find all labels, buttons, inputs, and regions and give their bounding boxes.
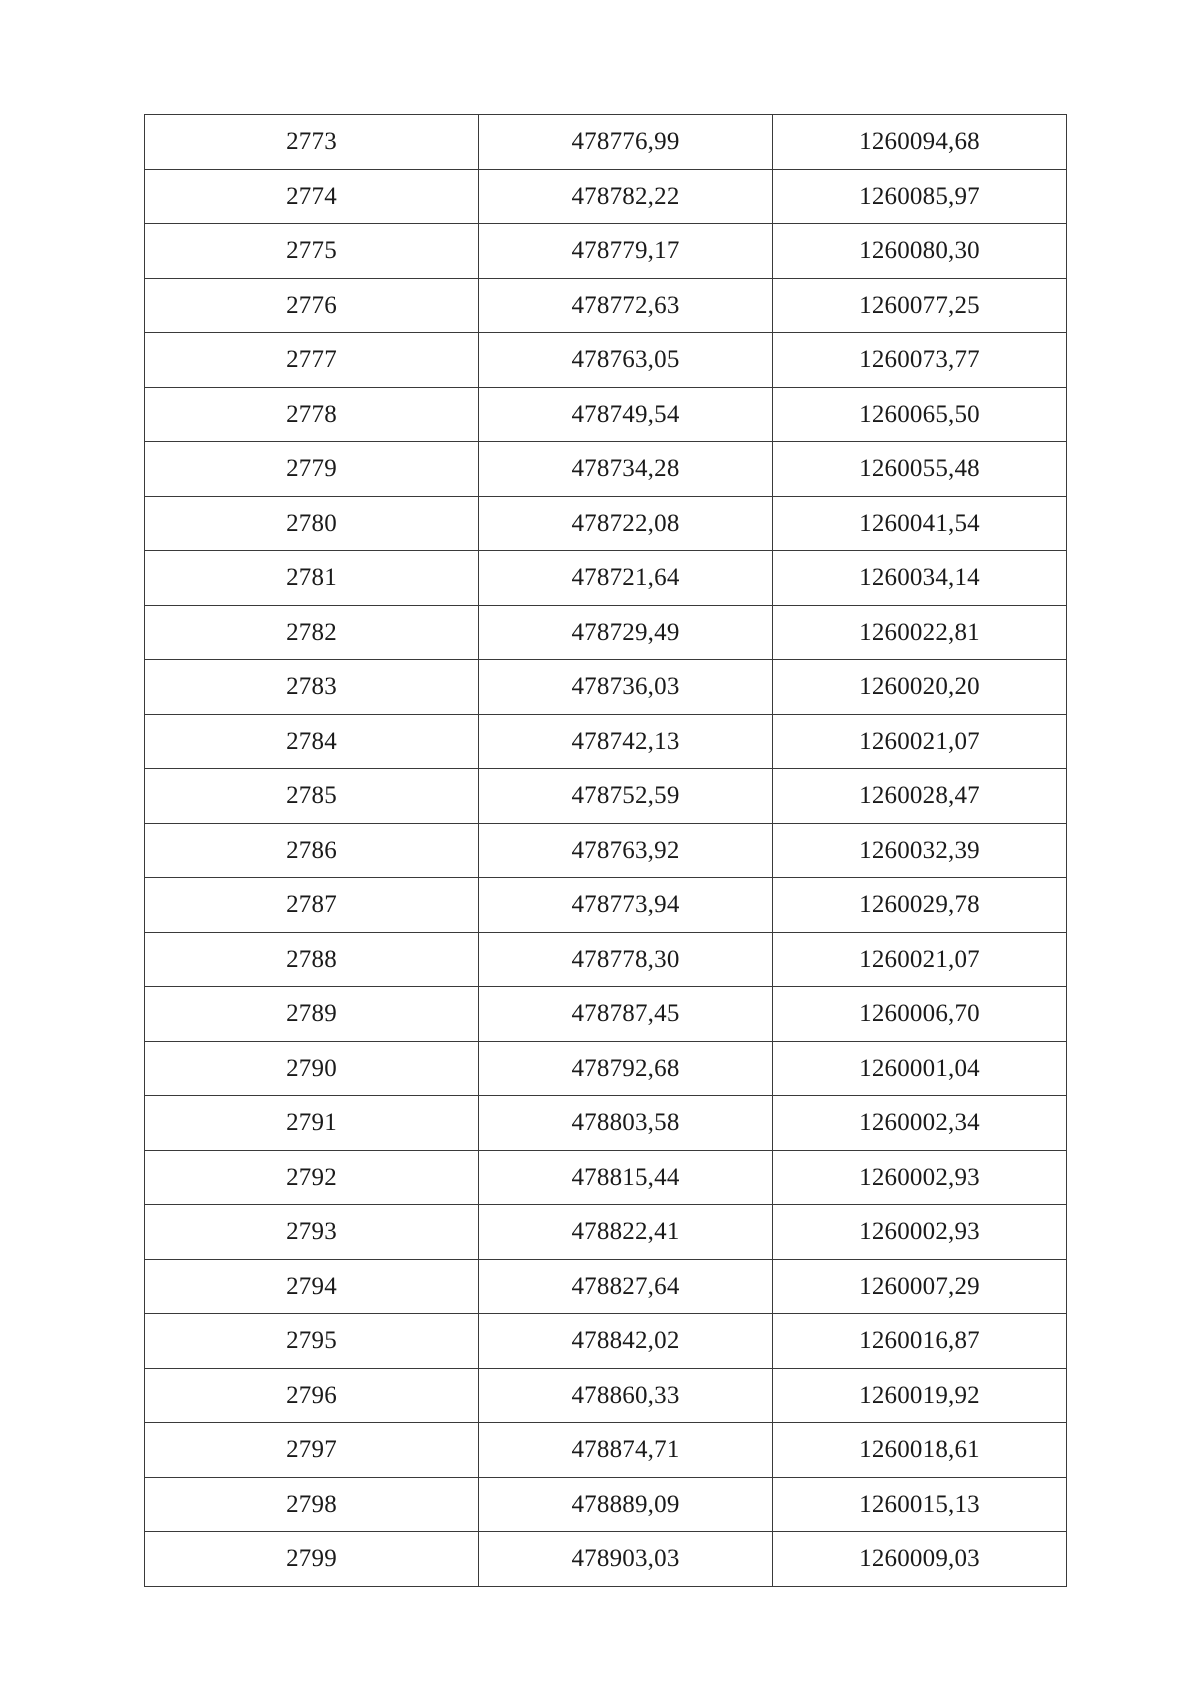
y-coordinate-cell: 1260029,78 xyxy=(773,878,1067,933)
y-coordinate-cell: 1260065,50 xyxy=(773,387,1067,442)
point-number-cell: 2784 xyxy=(145,714,479,769)
y-coordinate-cell: 1260002,34 xyxy=(773,1096,1067,1151)
point-number-cell: 2782 xyxy=(145,605,479,660)
x-coordinate-cell: 478776,99 xyxy=(479,115,773,170)
table-row xyxy=(145,714,1067,769)
point-number-cell: 2795 xyxy=(145,1314,479,1369)
y-coordinate-cell: 1260015,13 xyxy=(773,1477,1067,1532)
y-coordinate-cell: 1260016,87 xyxy=(773,1314,1067,1369)
y-coordinate-cell: 1260073,77 xyxy=(773,333,1067,388)
table-row xyxy=(145,769,1067,824)
y-coordinate-cell: 1260021,07 xyxy=(773,714,1067,769)
x-coordinate-cell: 478752,59 xyxy=(479,769,773,824)
y-coordinate-cell: 1260002,93 xyxy=(773,1150,1067,1205)
x-coordinate-cell: 478803,58 xyxy=(479,1096,773,1151)
table-row xyxy=(145,987,1067,1042)
x-coordinate-cell: 478721,64 xyxy=(479,551,773,606)
y-coordinate-cell: 1260041,54 xyxy=(773,496,1067,551)
table-row xyxy=(145,1259,1067,1314)
x-coordinate-cell: 478874,71 xyxy=(479,1423,773,1478)
coordinates-table xyxy=(144,114,1067,1587)
point-number-cell: 2799 xyxy=(145,1532,479,1587)
table-row xyxy=(145,551,1067,606)
table-row xyxy=(145,496,1067,551)
point-number-cell: 2789 xyxy=(145,987,479,1042)
table-row xyxy=(145,605,1067,660)
y-coordinate-cell: 1260055,48 xyxy=(773,442,1067,497)
x-coordinate-cell: 478722,08 xyxy=(479,496,773,551)
table-row xyxy=(145,1477,1067,1532)
x-coordinate-cell: 478779,17 xyxy=(479,224,773,279)
y-coordinate-cell: 1260020,20 xyxy=(773,660,1067,715)
point-number-cell: 2787 xyxy=(145,878,479,933)
x-coordinate-cell: 478860,33 xyxy=(479,1368,773,1423)
table-row xyxy=(145,1532,1067,1587)
y-coordinate-cell: 1260006,70 xyxy=(773,987,1067,1042)
point-number-cell: 2796 xyxy=(145,1368,479,1423)
x-coordinate-cell: 478792,68 xyxy=(479,1041,773,1096)
point-number-cell: 2774 xyxy=(145,169,479,224)
y-coordinate-cell: 1260085,97 xyxy=(773,169,1067,224)
point-number-cell: 2792 xyxy=(145,1150,479,1205)
point-number-cell: 2785 xyxy=(145,769,479,824)
x-coordinate-cell: 478782,22 xyxy=(479,169,773,224)
y-coordinate-cell: 1260018,61 xyxy=(773,1423,1067,1478)
y-coordinate-cell: 1260094,68 xyxy=(773,115,1067,170)
table-row xyxy=(145,333,1067,388)
y-coordinate-cell: 1260019,92 xyxy=(773,1368,1067,1423)
table-row xyxy=(145,1096,1067,1151)
point-number-cell: 2786 xyxy=(145,823,479,878)
y-coordinate-cell: 1260022,81 xyxy=(773,605,1067,660)
table-row xyxy=(145,442,1067,497)
y-coordinate-cell: 1260007,29 xyxy=(773,1259,1067,1314)
point-number-cell: 2788 xyxy=(145,932,479,987)
coordinates-table-body xyxy=(145,115,1067,1587)
y-coordinate-cell: 1260077,25 xyxy=(773,278,1067,333)
y-coordinate-cell: 1260034,14 xyxy=(773,551,1067,606)
point-number-cell: 2780 xyxy=(145,496,479,551)
table-row xyxy=(145,1368,1067,1423)
x-coordinate-cell: 478903,03 xyxy=(479,1532,773,1587)
x-coordinate-cell: 478889,09 xyxy=(479,1477,773,1532)
table-row xyxy=(145,387,1067,442)
point-number-cell: 2781 xyxy=(145,551,479,606)
point-number-cell: 2797 xyxy=(145,1423,479,1478)
y-coordinate-cell: 1260001,04 xyxy=(773,1041,1067,1096)
point-number-cell: 2794 xyxy=(145,1259,479,1314)
point-number-cell: 2793 xyxy=(145,1205,479,1260)
point-number-cell: 2773 xyxy=(145,115,479,170)
point-number-cell: 2779 xyxy=(145,442,479,497)
table-row xyxy=(145,823,1067,878)
table-row xyxy=(145,278,1067,333)
table-row xyxy=(145,115,1067,170)
point-number-cell: 2790 xyxy=(145,1041,479,1096)
table-row xyxy=(145,1041,1067,1096)
x-coordinate-cell: 478763,92 xyxy=(479,823,773,878)
table-row xyxy=(145,224,1067,279)
y-coordinate-cell: 1260032,39 xyxy=(773,823,1067,878)
x-coordinate-cell: 478736,03 xyxy=(479,660,773,715)
x-coordinate-cell: 478827,64 xyxy=(479,1259,773,1314)
y-coordinate-cell: 1260080,30 xyxy=(773,224,1067,279)
table-row xyxy=(145,1423,1067,1478)
table-row xyxy=(145,660,1067,715)
y-coordinate-cell: 1260021,07 xyxy=(773,932,1067,987)
table-row xyxy=(145,1314,1067,1369)
table-row xyxy=(145,878,1067,933)
y-coordinate-cell: 1260009,03 xyxy=(773,1532,1067,1587)
x-coordinate-cell: 478778,30 xyxy=(479,932,773,987)
x-coordinate-cell: 478842,02 xyxy=(479,1314,773,1369)
x-coordinate-cell: 478742,13 xyxy=(479,714,773,769)
point-number-cell: 2777 xyxy=(145,333,479,388)
table-row xyxy=(145,1205,1067,1260)
table-row xyxy=(145,1150,1067,1205)
table-row xyxy=(145,169,1067,224)
point-number-cell: 2798 xyxy=(145,1477,479,1532)
x-coordinate-cell: 478763,05 xyxy=(479,333,773,388)
x-coordinate-cell: 478787,45 xyxy=(479,987,773,1042)
point-number-cell: 2783 xyxy=(145,660,479,715)
point-number-cell: 2775 xyxy=(145,224,479,279)
point-number-cell: 2776 xyxy=(145,278,479,333)
x-coordinate-cell: 478772,63 xyxy=(479,278,773,333)
x-coordinate-cell: 478822,41 xyxy=(479,1205,773,1260)
point-number-cell: 2791 xyxy=(145,1096,479,1151)
x-coordinate-cell: 478773,94 xyxy=(479,878,773,933)
x-coordinate-cell: 478815,44 xyxy=(479,1150,773,1205)
x-coordinate-cell: 478749,54 xyxy=(479,387,773,442)
table-row xyxy=(145,932,1067,987)
x-coordinate-cell: 478734,28 xyxy=(479,442,773,497)
y-coordinate-cell: 1260028,47 xyxy=(773,769,1067,824)
point-number-cell: 2778 xyxy=(145,387,479,442)
y-coordinate-cell: 1260002,93 xyxy=(773,1205,1067,1260)
x-coordinate-cell: 478729,49 xyxy=(479,605,773,660)
